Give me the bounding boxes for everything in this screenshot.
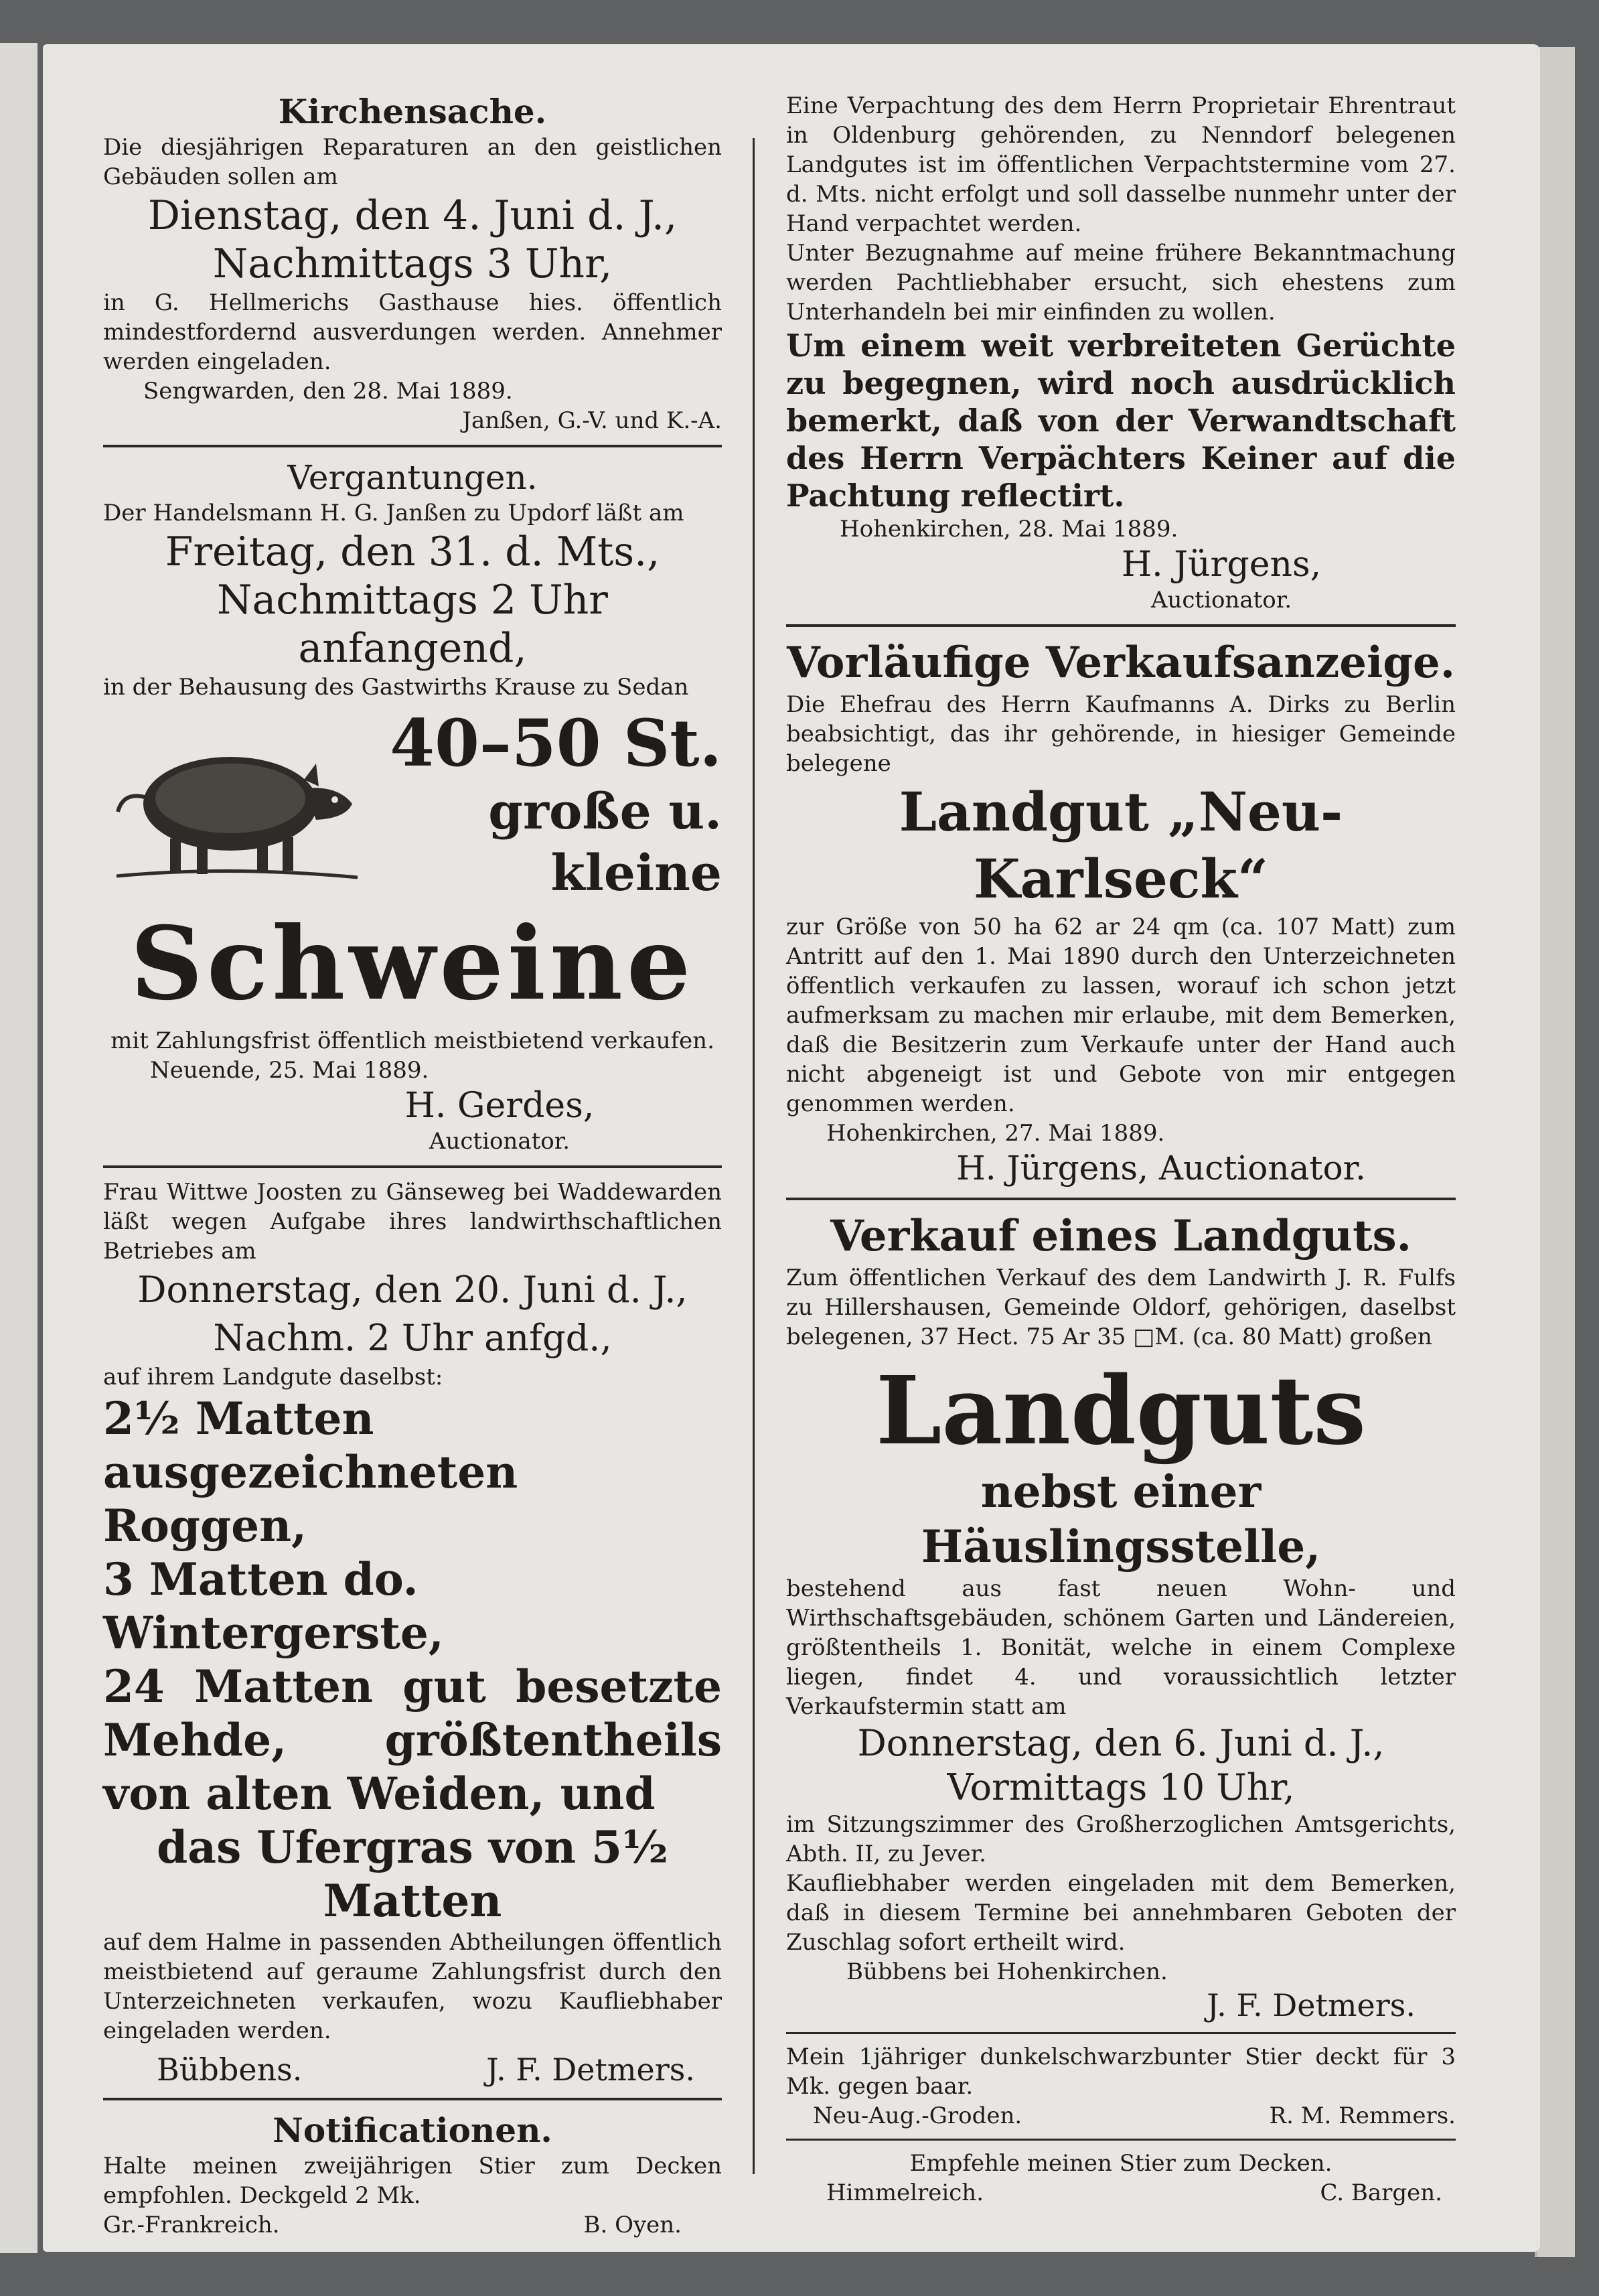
joosten-location: auf ihrem Landgute daselbst: <box>103 1364 443 1390</box>
vergantungen-place-date: Neuende, 25. Mai 1889. <box>150 1057 429 1084</box>
notificationen-notice <box>103 2110 722 2240</box>
kirchensache-intro: Die diesjährigen Reparaturen an den geistlichen Gebäuden sollen am <box>103 134 722 190</box>
kirchensache-time: Nachmittags 3 Uhr, <box>212 240 613 287</box>
notificationen-body: Halte meinen zweijährigen Stier zum Decken empfohlen. Deckgeld 2 Mk. <box>103 2153 722 2209</box>
pig-illustration <box>103 725 364 885</box>
vergantungen-terms: mit Zahlungsfrist öffentlich meistbietend verkaufen. <box>110 1027 714 1054</box>
vergantungen-signature: H. Gerdes, <box>404 1086 595 1126</box>
joosten-signature-row <box>103 2046 722 2088</box>
joosten-ufergras: das Ufergras von 5½ Matten <box>157 1821 668 1927</box>
stier-remmers-body: Mein 1jähriger dunkelschwarzbunter Stier deckt für 3 Mk. gegen baar. <box>786 2043 1456 2100</box>
verkauf-time: Vormittags 10 Uhr, <box>947 1766 1295 1808</box>
notificationen-title: Notificationen. <box>273 2110 552 2150</box>
vorlaeufige-notice <box>786 636 1456 1188</box>
divider <box>103 2098 722 2100</box>
verkauf-notice <box>786 1210 1456 2024</box>
verkauf-location: im Sitzungszimmer des Großherzoglichen Amtsgerichts, Abth. II, zu Jever. <box>786 1811 1456 1867</box>
verpachtung-body3: Um einem weit verbreiteten Gerüchte zu begegnen, wird noch ausdrücklich bemerkt, daß von der Verwandtschaft des Herrn Verpächters Keiner auf die Pachtung reflectirt. <box>786 328 1456 514</box>
divider <box>786 1198 1456 1200</box>
divider <box>103 445 722 447</box>
stier-bargen-body: Empfehle meinen Stier zum Decken. <box>909 2150 1332 2177</box>
notificationen-signature-row <box>103 2210 722 2240</box>
hog-quantity: 40–50 St. <box>390 705 722 781</box>
joosten-intro: Frau Wittwe Joosten zu Gänseweg bei Waddewarden läßt wegen Aufgabe ihres landwirthschaftlichen Betriebes am <box>103 1179 722 1265</box>
vorlaeufige-estate: Landgut „Neu-Karlseck“ <box>899 780 1343 910</box>
stier-remmers-signature: R. M. Remmers. <box>1269 2102 1456 2129</box>
verkauf-note: Kaufliebhaber werden eingeladen mit dem Bemerken, daß in diesem Termine bei annehmbaren Geboten der Zuschlag sofort ertheilt wird. <box>786 1870 1456 1956</box>
hog-advert-text <box>374 706 722 904</box>
verkauf-body: bestehend aus fast neuen Wohn- und Wirthschaftsgebäuden, schönem Garten und Ländereien, größtentheils 1. Bonität, welche in einem Complexe liegen, findet 4. und voraussichtlich letzter Verkaufstermin statt am <box>786 1575 1456 1720</box>
verkauf-date: Donnerstag, den 6. Juni d. J., <box>857 1722 1385 1764</box>
hog-advert-row <box>103 706 722 904</box>
verpachtung-signature: H. Jürgens, <box>1121 545 1322 585</box>
verkauf-sub: nebst einer Häuslingsstelle, <box>921 1465 1321 1573</box>
stier-bargen-notice <box>786 2149 1456 2208</box>
joosten-notice <box>103 1177 722 2088</box>
joosten-signature: J. F. Detmers. <box>486 2052 695 2088</box>
stier-remmers-place: Neu-Aug.-Groden. <box>813 2102 1022 2129</box>
divider <box>786 2032 1456 2034</box>
vergantungen-time: Nachmittags 2 Uhr anfangend, <box>216 577 608 672</box>
kirchensache-notice <box>103 91 722 435</box>
joosten-time: Nachm. 2 Uhr anfgd., <box>213 1317 612 1359</box>
stier-bargen-signature: C. Bargen. <box>1320 2179 1442 2206</box>
vorlaeufige-intro: Die Ehefrau des Herrn Kaufmanns A. Dirks zu Berlin beabsichtigt, das ihr gehörende, in hiesiger Gemeinde belegene <box>786 691 1456 777</box>
kirchensache-place-date: Sengwarden, den 28. Mai 1889. <box>143 378 513 405</box>
vorlaeufige-body: zur Größe von 50 ha 62 ar 24 qm (ca. 107 Matt) zum Antritt auf den 1. Mai 1890 durch den Unterzeichneten öffentlich verkaufen zu lassen, worauf ich schon jetzt aufmerksam zu machen mir erlaube, mit dem Bemerken, daß die Besitzerin zum Verkaufe unter der Hand auch nicht abgeneigt ist und Gebote von mir entgegen genommen werden. <box>786 914 1456 1117</box>
notificationen-signature: B. Oyen. <box>583 2212 682 2238</box>
vergantungen-notice <box>103 457 722 1156</box>
joosten-body: auf dem Halme in passenden Abtheilungen öffentlich meistbietend auf geraume Zahlungsfrist durch den Unterzeichneten verkaufen, wozu Kaufliebhaber eingeladen werden. <box>103 1929 722 2044</box>
joosten-mehde: 24 Matten gut besetzte Mehde, größtentheils von alten Weiden, und <box>103 1660 722 1820</box>
previous-page-edge <box>0 43 37 2253</box>
stier-remmers-notice <box>786 2042 1456 2131</box>
left-column <box>103 91 722 2240</box>
divider <box>103 1165 722 1168</box>
verpachtung-role: Auctionator. <box>1150 587 1292 614</box>
kirchensache-title: Kirchensache. <box>278 92 547 131</box>
hog-size: große u. kleine <box>488 783 722 902</box>
schweine-heading: Schweine <box>130 905 695 1023</box>
verkauf-intro: Zum öffentlichen Verkauf des dem Landwirth J. R. Fulfs zu Hillershausen, Gemeinde Oldorf, gehörigen, daselbst belegenen, 37 Hect. 75 Ar 35 □M. (ca. 80 Matt) großen <box>786 1265 1456 1350</box>
joosten-roggen: 2½ Matten ausgezeichneten Roggen, <box>103 1392 518 1552</box>
stier-bargen-signature-row <box>786 2178 1456 2208</box>
verpachtung-notice <box>786 91 1456 615</box>
stier-bargen-place: Himmelreich. <box>826 2179 984 2206</box>
stier-remmers-signature-row <box>786 2101 1456 2131</box>
verkauf-signature: J. F. Detmers. <box>1207 1987 1416 2023</box>
joosten-date: Donnerstag, den 20. Juni d. J., <box>137 1269 688 1311</box>
newspaper-page <box>43 44 1540 2252</box>
notificationen-place: Gr.-Frankreich. <box>103 2212 280 2238</box>
vergantungen-location: in der Behausung des Gastwirths Krause zu Sedan <box>103 674 689 701</box>
joosten-wintergerste: 3 Matten do. Wintergerste, <box>103 1553 444 1659</box>
kirchensache-signature: Janßen, G.-V. und K.-A. <box>462 407 722 434</box>
column-divider <box>753 138 755 2174</box>
joosten-place: Bübbens. <box>157 2052 303 2088</box>
kirchensache-date: Dienstag, den 4. Juni d. J., <box>147 192 678 239</box>
kirchensache-body: in G. Hellmerichs Gasthause hies. öffentlich mindestfordernd ausverdungen werden. Annehmer werden eingeladen. <box>103 289 722 375</box>
landguts-heading: Landguts <box>876 1356 1366 1466</box>
verpachtung-body2: Unter Bezugnahme auf meine frühere Bekanntmachung werden Pachtliebhaber ersucht, sich ehestens zum Unterhandeln bei mir einfinden zu wollen. <box>786 240 1456 326</box>
vorlaeufige-title: Vorläufige Verkaufsanzeige. <box>786 638 1456 688</box>
vergantungen-title: Vergantungen. <box>287 458 538 497</box>
verpachtung-body1: Eine Verpachtung des dem Herrn Proprietair Ehrentraut in Oldenburg gehörenden, zu Nenndorf belegenen Landgutes ist im öffentlichen Verpachtstermine vom 27. d. Mts. nicht erfolgt und soll dasselbe nunmehr unter der Hand verpachtet werden. <box>786 92 1456 237</box>
vorlaeufige-signature: H. Jürgens, Auctionator. <box>956 1149 1366 1188</box>
vorlaeufige-place-date: Hohenkirchen, 27. Mai 1889. <box>826 1120 1165 1147</box>
verpachtung-place-date: Hohenkirchen, 28. Mai 1889. <box>840 516 1178 543</box>
vergantungen-intro: Der Handelsmann H. G. Janßen zu Updorf läßt am <box>103 500 684 526</box>
verkauf-title: Verkauf eines Landguts. <box>830 1211 1412 1261</box>
vergantungen-date: Freitag, den 31. d. Mts., <box>165 528 660 575</box>
vergantungen-role: Auctionator. <box>429 1128 570 1155</box>
divider <box>786 2139 1456 2141</box>
page-edge-stack <box>1535 47 1575 2257</box>
right-column <box>786 91 1456 2208</box>
verkauf-place: Bübbens bei Hohenkirchen. <box>846 1958 1168 1985</box>
divider <box>786 624 1456 627</box>
